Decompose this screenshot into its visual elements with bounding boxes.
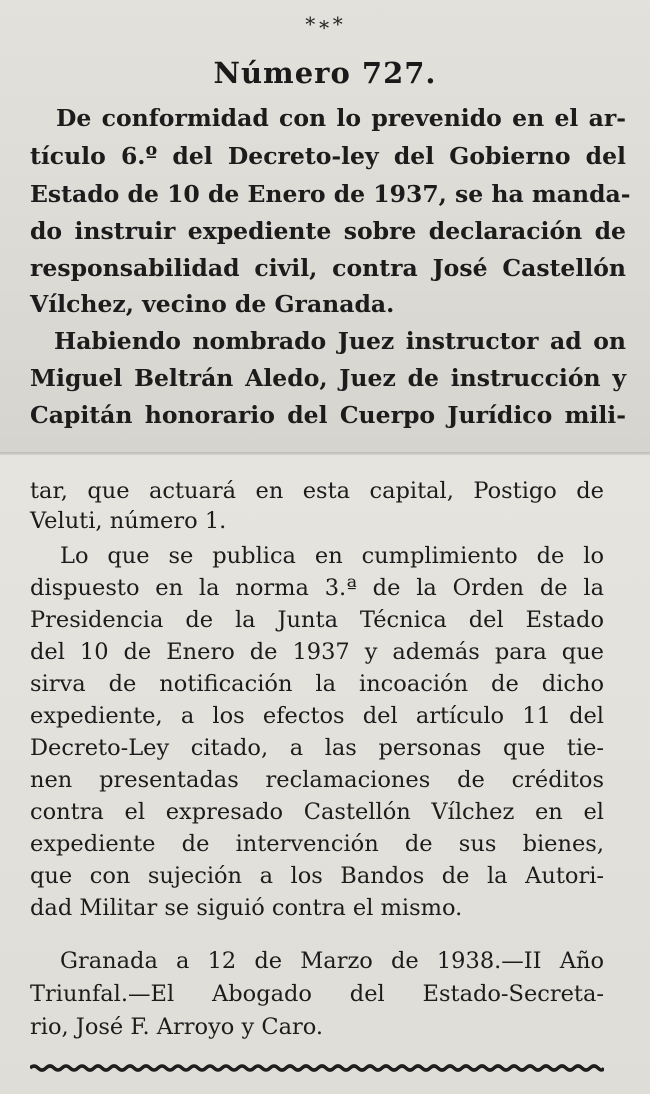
- text-line: Lo que se publica en cumplimiento de lo: [60, 543, 604, 569]
- text-line: De conformidad con lo prevenido en el ar-: [56, 104, 626, 132]
- text-line: que con sujeción a los Bandos de la Autori-: [30, 863, 604, 889]
- text-line: sirva de notificación la incoación de dicho: [30, 671, 604, 697]
- text-line: tículo 6.º del Decreto-ley del Gobierno del: [30, 142, 626, 170]
- text-line: Capitán honorario del Cuerpo Jurídico mili-: [30, 401, 626, 429]
- text-line: Veluti, número 1.: [30, 508, 227, 534]
- text-line: Decreto-Ley citado, a las personas que tie-: [30, 735, 604, 761]
- text-line: Triunfal.—El Abogado del Estado-Secreta-: [30, 981, 604, 1007]
- text-line: do instruir expediente sobre declaración de: [30, 217, 626, 245]
- upper-clipping: [0, 0, 650, 455]
- text-line: Vílchez, vecino de Granada.: [30, 290, 395, 318]
- wavy-separator-rule: [30, 1064, 604, 1072]
- text-line: Granada a 12 de Marzo de 1938.—II Año: [60, 948, 604, 974]
- lower-clipping: [0, 455, 650, 1094]
- text-line: dispuesto en la norma 3.ª de la Orden de la: [30, 575, 604, 601]
- text-line: Presidencia de la Junta Técnica del Estado: [30, 607, 604, 633]
- text-line: nen presentadas reclamaciones de créditos: [30, 767, 604, 793]
- text-line: Habiendo nombrado Juez instructor ad on: [54, 327, 626, 355]
- text-line: rio, José F. Arroyo y Caro.: [30, 1014, 324, 1040]
- text-line: del 10 de Enero de 1937 y además para que: [30, 639, 604, 665]
- text-line: Estado de 10 de Enero de 1937, se ha manda-: [30, 180, 631, 208]
- text-line: expediente de intervención de sus bienes,: [30, 831, 604, 857]
- notice-number-heading: Número 727.: [213, 56, 437, 90]
- text-line: Miguel Beltrán Aledo, Juez de instrucción y: [30, 364, 626, 392]
- text-line: tar, que actuará en esta capital, Postigo de: [30, 478, 604, 504]
- text-line: contra el expresado Castellón Vílchez en el: [30, 799, 604, 825]
- text-line: dad Militar se siguió contra el mismo.: [30, 895, 463, 921]
- text-line: responsabilidad civil, contra José Castellón: [30, 254, 626, 282]
- asterism-ornament: *∗*: [305, 12, 345, 36]
- text-line: expediente, a los efectos del artículo 11 del: [30, 703, 604, 729]
